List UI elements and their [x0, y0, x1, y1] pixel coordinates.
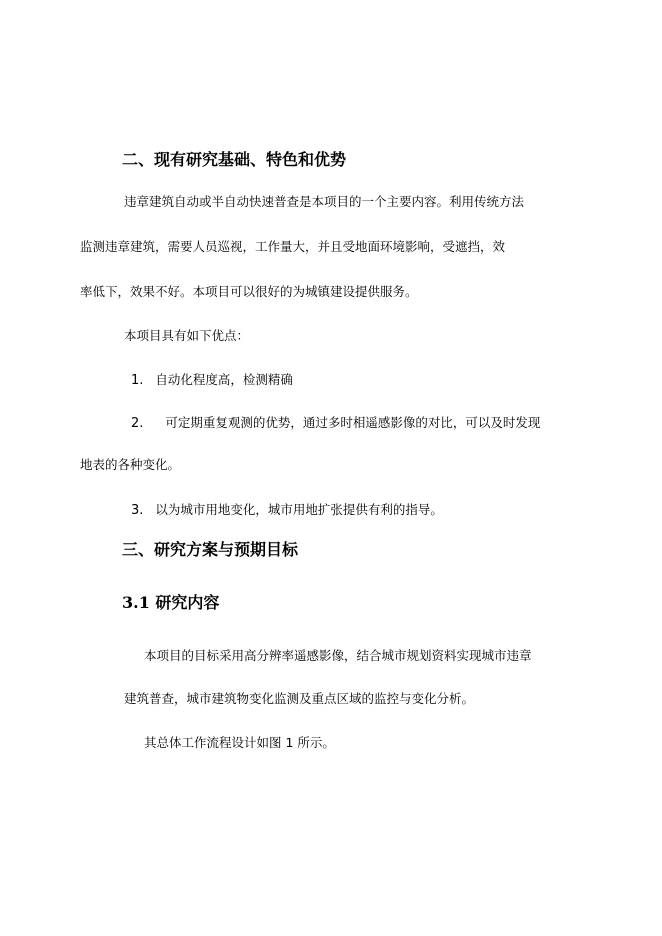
section-2-para2: 本项目具有如下优点： — [124, 328, 250, 343]
list-item-3-text: 以为城市用地变化，城市用地扩张提供有利的指导。 — [155, 502, 443, 517]
section-3-1-heading: 3.1 研究内容 — [122, 593, 220, 612]
list-item-1-number: 1. — [131, 373, 144, 388]
list-item-1-text: 自动化程度高，检测精确 — [155, 372, 293, 387]
section-2-heading: 二、现有研究基础、特色和优势 — [122, 150, 347, 169]
section-2-para1-line1: 违章建筑自动或半自动快速普查是本项目的一个主要内容。利用传统方法 — [124, 194, 525, 209]
section-3-heading: 三、研究方案与预期目标 — [122, 540, 299, 559]
list-item-3-number: 3. — [131, 503, 144, 518]
list-item-2-number: 2. — [131, 416, 144, 431]
list-item-3 — [131, 501, 443, 520]
section-2-para1-line3: 率低下，效果不好。本项目可以很好的为城镇建设提供服务。 — [80, 284, 418, 299]
list-item-1 — [131, 371, 293, 390]
section-3-1-para1-line1: 本项目的目标采用高分辨率遥感影像，结合城市规划资料实现城市违章 — [144, 648, 532, 663]
section-3-1-para1-line2: 建筑普查，城市建筑物变化监测及重点区域的监控与变化分析。 — [124, 691, 475, 706]
list-item-2 — [131, 414, 540, 433]
section-2-para1-line2: 监测违章建筑，需要人员巡视，工作量大，并且受地面环境影响，受遮挡，效 — [80, 239, 506, 254]
list-item-2-text-line2: 地表的各种变化。 — [80, 457, 181, 472]
section-3-1-para2: 其总体工作流程设计如图 1 所示。 — [144, 735, 335, 750]
list-item-2-text: 可定期重复观测的优势，通过多时相遥感影像的对比，可以及时发现 — [165, 415, 541, 430]
